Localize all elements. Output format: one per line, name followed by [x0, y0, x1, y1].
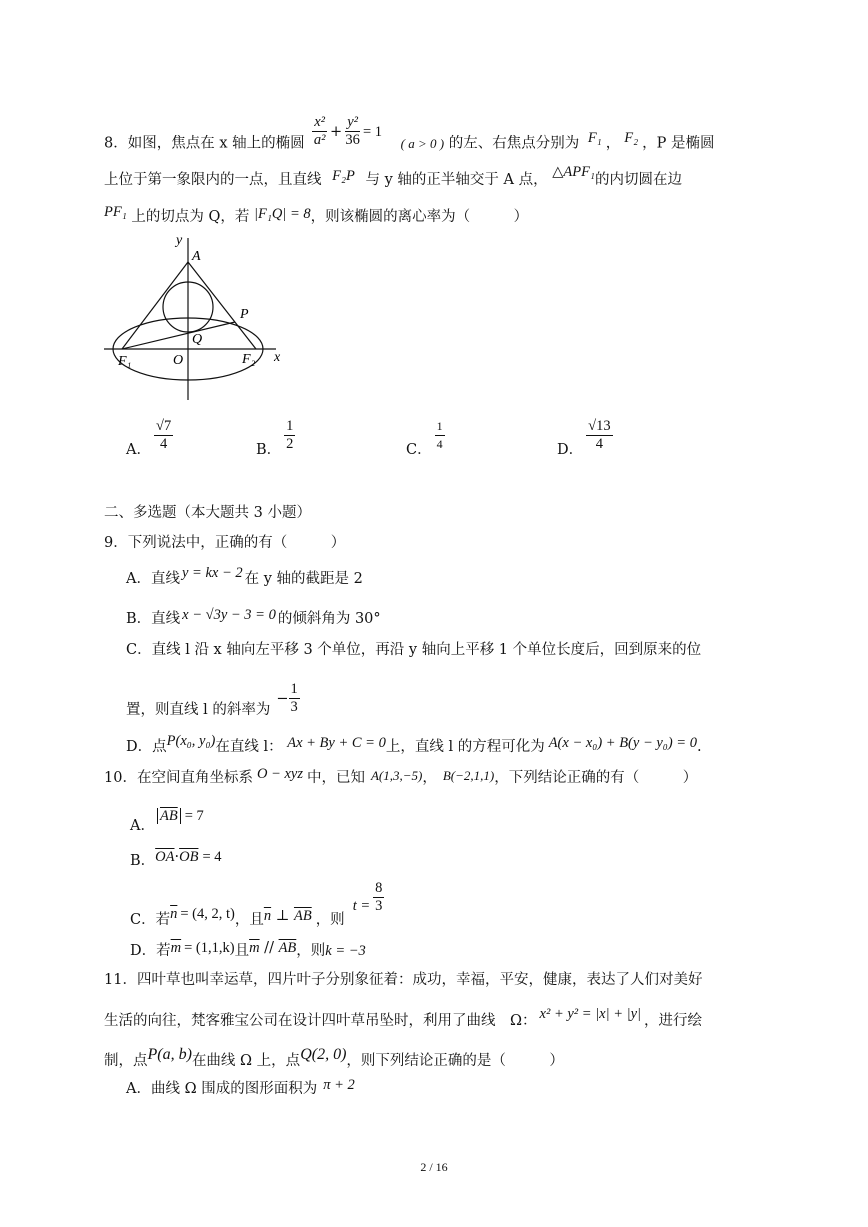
- vector-ab: $\overline{AB}$: [159, 808, 178, 824]
- option-text: A．曲线 Ω 围成的图形面积为: [126, 1081, 318, 1097]
- option-text: C．直线 l 沿 x 轴向左平移 3 个单位，再沿 y 轴向上平移 1 个单位长度后，回到原来的位: [126, 642, 702, 658]
- q11-text: 生活的向往，梵客雅宝公司在设计四叶草吊坠时，利用了曲线 Ω：: [104, 1013, 537, 1029]
- q11-text: 在曲线 Ω 上，点: [191, 1053, 301, 1069]
- option-frac: $\frac{√13}{4}$: [588, 418, 611, 452]
- eq-frac-y: $\frac{\text{y²}}{36}$: [345, 114, 360, 148]
- q8-option-c[interactable]: [406, 418, 448, 458]
- vector-ob: $\overline{OB}$: [179, 849, 199, 865]
- q8-text: 与 y 轴的正半轴交于 A 点，: [365, 172, 548, 188]
- option-letter: B．: [130, 853, 156, 869]
- option-text: 置，则直线 l 的斜率为: [126, 701, 271, 718]
- vector-ab: $\overline{AB}$: [293, 907, 312, 924]
- point-a: A(1,3,−5): [370, 768, 423, 783]
- dot-op: ·: [174, 849, 180, 865]
- line-eq: Ax + By + C = 0: [287, 735, 386, 751]
- segment-pf1: PF₁: [104, 204, 127, 220]
- section-title: 二、多选题（本大题共 3 小题）: [104, 505, 311, 521]
- q10-text: ，下列结论正确的有（ ）: [494, 770, 698, 786]
- perp-op: ⊥: [271, 907, 294, 924]
- option-eq: = 4: [202, 849, 222, 865]
- option-text: 在 y 轴的截距是 2: [244, 571, 363, 587]
- q11-option-a[interactable]: [126, 1079, 355, 1099]
- option-text: ，且: [234, 911, 264, 928]
- label-p: P: [240, 307, 249, 322]
- q8-line3: [104, 204, 529, 227]
- option-text: 的倾斜角为 30°: [277, 611, 381, 627]
- q10-stem: [104, 768, 697, 788]
- q10-option-a[interactable]: [130, 806, 204, 834]
- label-o: O: [173, 353, 184, 368]
- vector-m: $\overline{m}$: [170, 940, 182, 956]
- q8-text: 8．如图，焦点在 x 轴上的椭圆: [104, 135, 305, 152]
- area-eq: π + 2: [323, 1077, 355, 1093]
- option-text: 上，直线 l 的方程可化为: [385, 739, 545, 755]
- eq-frac-x: $\frac{\text{x²}}{\text{a²}}$: [313, 114, 326, 148]
- parallel-op: //: [259, 940, 279, 956]
- q11-text: ，进行绘: [644, 1013, 703, 1029]
- option-text: 且: [234, 943, 250, 959]
- line-f2p: F₂P: [332, 168, 355, 184]
- option-eq: y = kx − 2: [181, 565, 243, 581]
- option-eq: = 7: [184, 808, 204, 824]
- q10-option-b[interactable]: [130, 847, 222, 867]
- triangle-apf1: △APF₁: [552, 164, 595, 180]
- separator: ，: [422, 770, 437, 786]
- t-frac: $\frac{8}{3}$: [375, 880, 383, 914]
- vector-m: $\overline{m}$: [249, 940, 260, 956]
- q8-option-b[interactable]: [256, 418, 298, 458]
- label-f2: F₂: [242, 352, 256, 367]
- option-text: A．直线: [126, 571, 180, 587]
- q11-line1: 11．四叶草也叫幸运草，四片叶子分别象征着：成功，幸福，平安，健康，表达了人们对美好: [104, 972, 703, 988]
- label-a: A: [192, 249, 201, 264]
- q8-option-a[interactable]: [126, 418, 176, 458]
- option-frac: $\frac{√7}{4}$: [155, 418, 172, 452]
- q9-option-b[interactable]: [126, 609, 381, 629]
- q11-line3: [104, 1046, 564, 1071]
- option-text: D．若: [130, 943, 171, 959]
- point-b: B(−2,1,1): [442, 768, 495, 783]
- q11-text: ，则下列结论正确的是（ ）: [346, 1053, 564, 1069]
- q11-line2: [104, 1006, 703, 1031]
- ellipse-figure: [100, 232, 300, 402]
- t-var: t =: [352, 897, 371, 914]
- q8-text: 的内切圆在边: [594, 172, 682, 188]
- vector-n: $\overline{n}$: [170, 905, 178, 922]
- q9-option-c-line2: [126, 681, 303, 716]
- q10-text: 10．在空间直角坐标系: [104, 770, 253, 786]
- label-y: y: [176, 233, 183, 248]
- curve-eq: x² + y² = |x| + |y|: [539, 1006, 642, 1022]
- abs-vector: [157, 808, 181, 824]
- vector-n-def: = (4, 2, t): [180, 905, 235, 922]
- minus-sign: −: [276, 690, 289, 707]
- q9-option-a[interactable]: [126, 565, 363, 589]
- q8-option-d[interactable]: [557, 418, 616, 458]
- vector-n: $\overline{n}$: [263, 907, 272, 924]
- label-f1: F₁: [118, 354, 132, 369]
- q10-text: 中，已知: [306, 770, 365, 786]
- option-letter: A．: [126, 441, 151, 458]
- option-text: B．直线: [126, 611, 181, 627]
- q11-text: 制，点: [104, 1053, 148, 1069]
- option-letter: D．: [557, 441, 584, 458]
- option-text: 在直线 l：: [215, 739, 283, 755]
- q8-text: 上位于第一象限内的一点，且直线: [104, 172, 322, 188]
- option-text: D．点: [126, 739, 167, 755]
- q8-text: 上的切点为 Q，若: [131, 209, 250, 225]
- vector-m-def: = (1,1,k): [184, 940, 235, 956]
- option-frac: $\frac{1}{2}$: [286, 418, 294, 452]
- f2-symbol: F₂: [624, 129, 639, 146]
- q9-stem: 9．下列说法中，正确的有（ ）: [104, 535, 346, 551]
- option-text: ，则: [296, 943, 326, 959]
- eq-rhs: = 1: [362, 123, 383, 140]
- coord-system: O − xyz: [256, 766, 303, 782]
- f1-symbol: F₁: [587, 129, 602, 146]
- label-x: x: [274, 350, 281, 365]
- q10-option-d[interactable]: [130, 938, 366, 958]
- option-text: C．若: [130, 911, 171, 928]
- q8-line2: [104, 164, 682, 190]
- option-letter: A．: [130, 818, 155, 834]
- period: .: [696, 739, 702, 755]
- option-eq: x − √3y − 3 = 0: [182, 607, 276, 623]
- q8-text: ，则该椭圆的离心率为（ ）: [310, 209, 529, 225]
- point-p: P(x₀, y₀): [166, 733, 216, 749]
- q9-option-d[interactable]: [126, 733, 702, 757]
- q8-line1: 8．如图，焦点在 x 轴上的椭圆 $\frac{\text{x²}}{\text{a²}}$ + $\frac{\text{y²}}{36}$ = 1 ( a > 0 ) 的左、右焦点分别为 F₁ ， F₂ ，P 是椭圆: [104, 114, 715, 152]
- option-frac: $\frac{1}{4}$: [436, 419, 443, 451]
- vector-oa: $\overline{OA}$: [155, 849, 175, 865]
- page-number: 2 / 16: [420, 1160, 448, 1174]
- line-eq-form: A(x − x₀) + B(y − y₀) = 0: [548, 735, 697, 751]
- option-text: ，则: [315, 911, 345, 928]
- k-value: k = −3: [325, 943, 366, 959]
- q8-text: 的左、右焦点分别为: [448, 135, 580, 152]
- point-q: Q(2, 0): [300, 1046, 347, 1063]
- vector-ab: $\overline{AB}$: [278, 940, 297, 956]
- point-p: P(a, b): [147, 1046, 192, 1063]
- q8-text: ，P 是椭圆: [642, 135, 715, 152]
- q10-option-c[interactable]: [130, 880, 387, 928]
- label-q: Q: [192, 332, 203, 347]
- q9-option-c-line1[interactable]: [126, 640, 701, 660]
- eq-condition: ( a > 0 ): [400, 135, 445, 151]
- f1q-condition: |F₁Q| = 8: [253, 206, 311, 222]
- option-letter: C．: [406, 441, 432, 458]
- option-letter: B．: [256, 441, 282, 458]
- slope-frac: $\frac{1}{3}$: [290, 681, 298, 715]
